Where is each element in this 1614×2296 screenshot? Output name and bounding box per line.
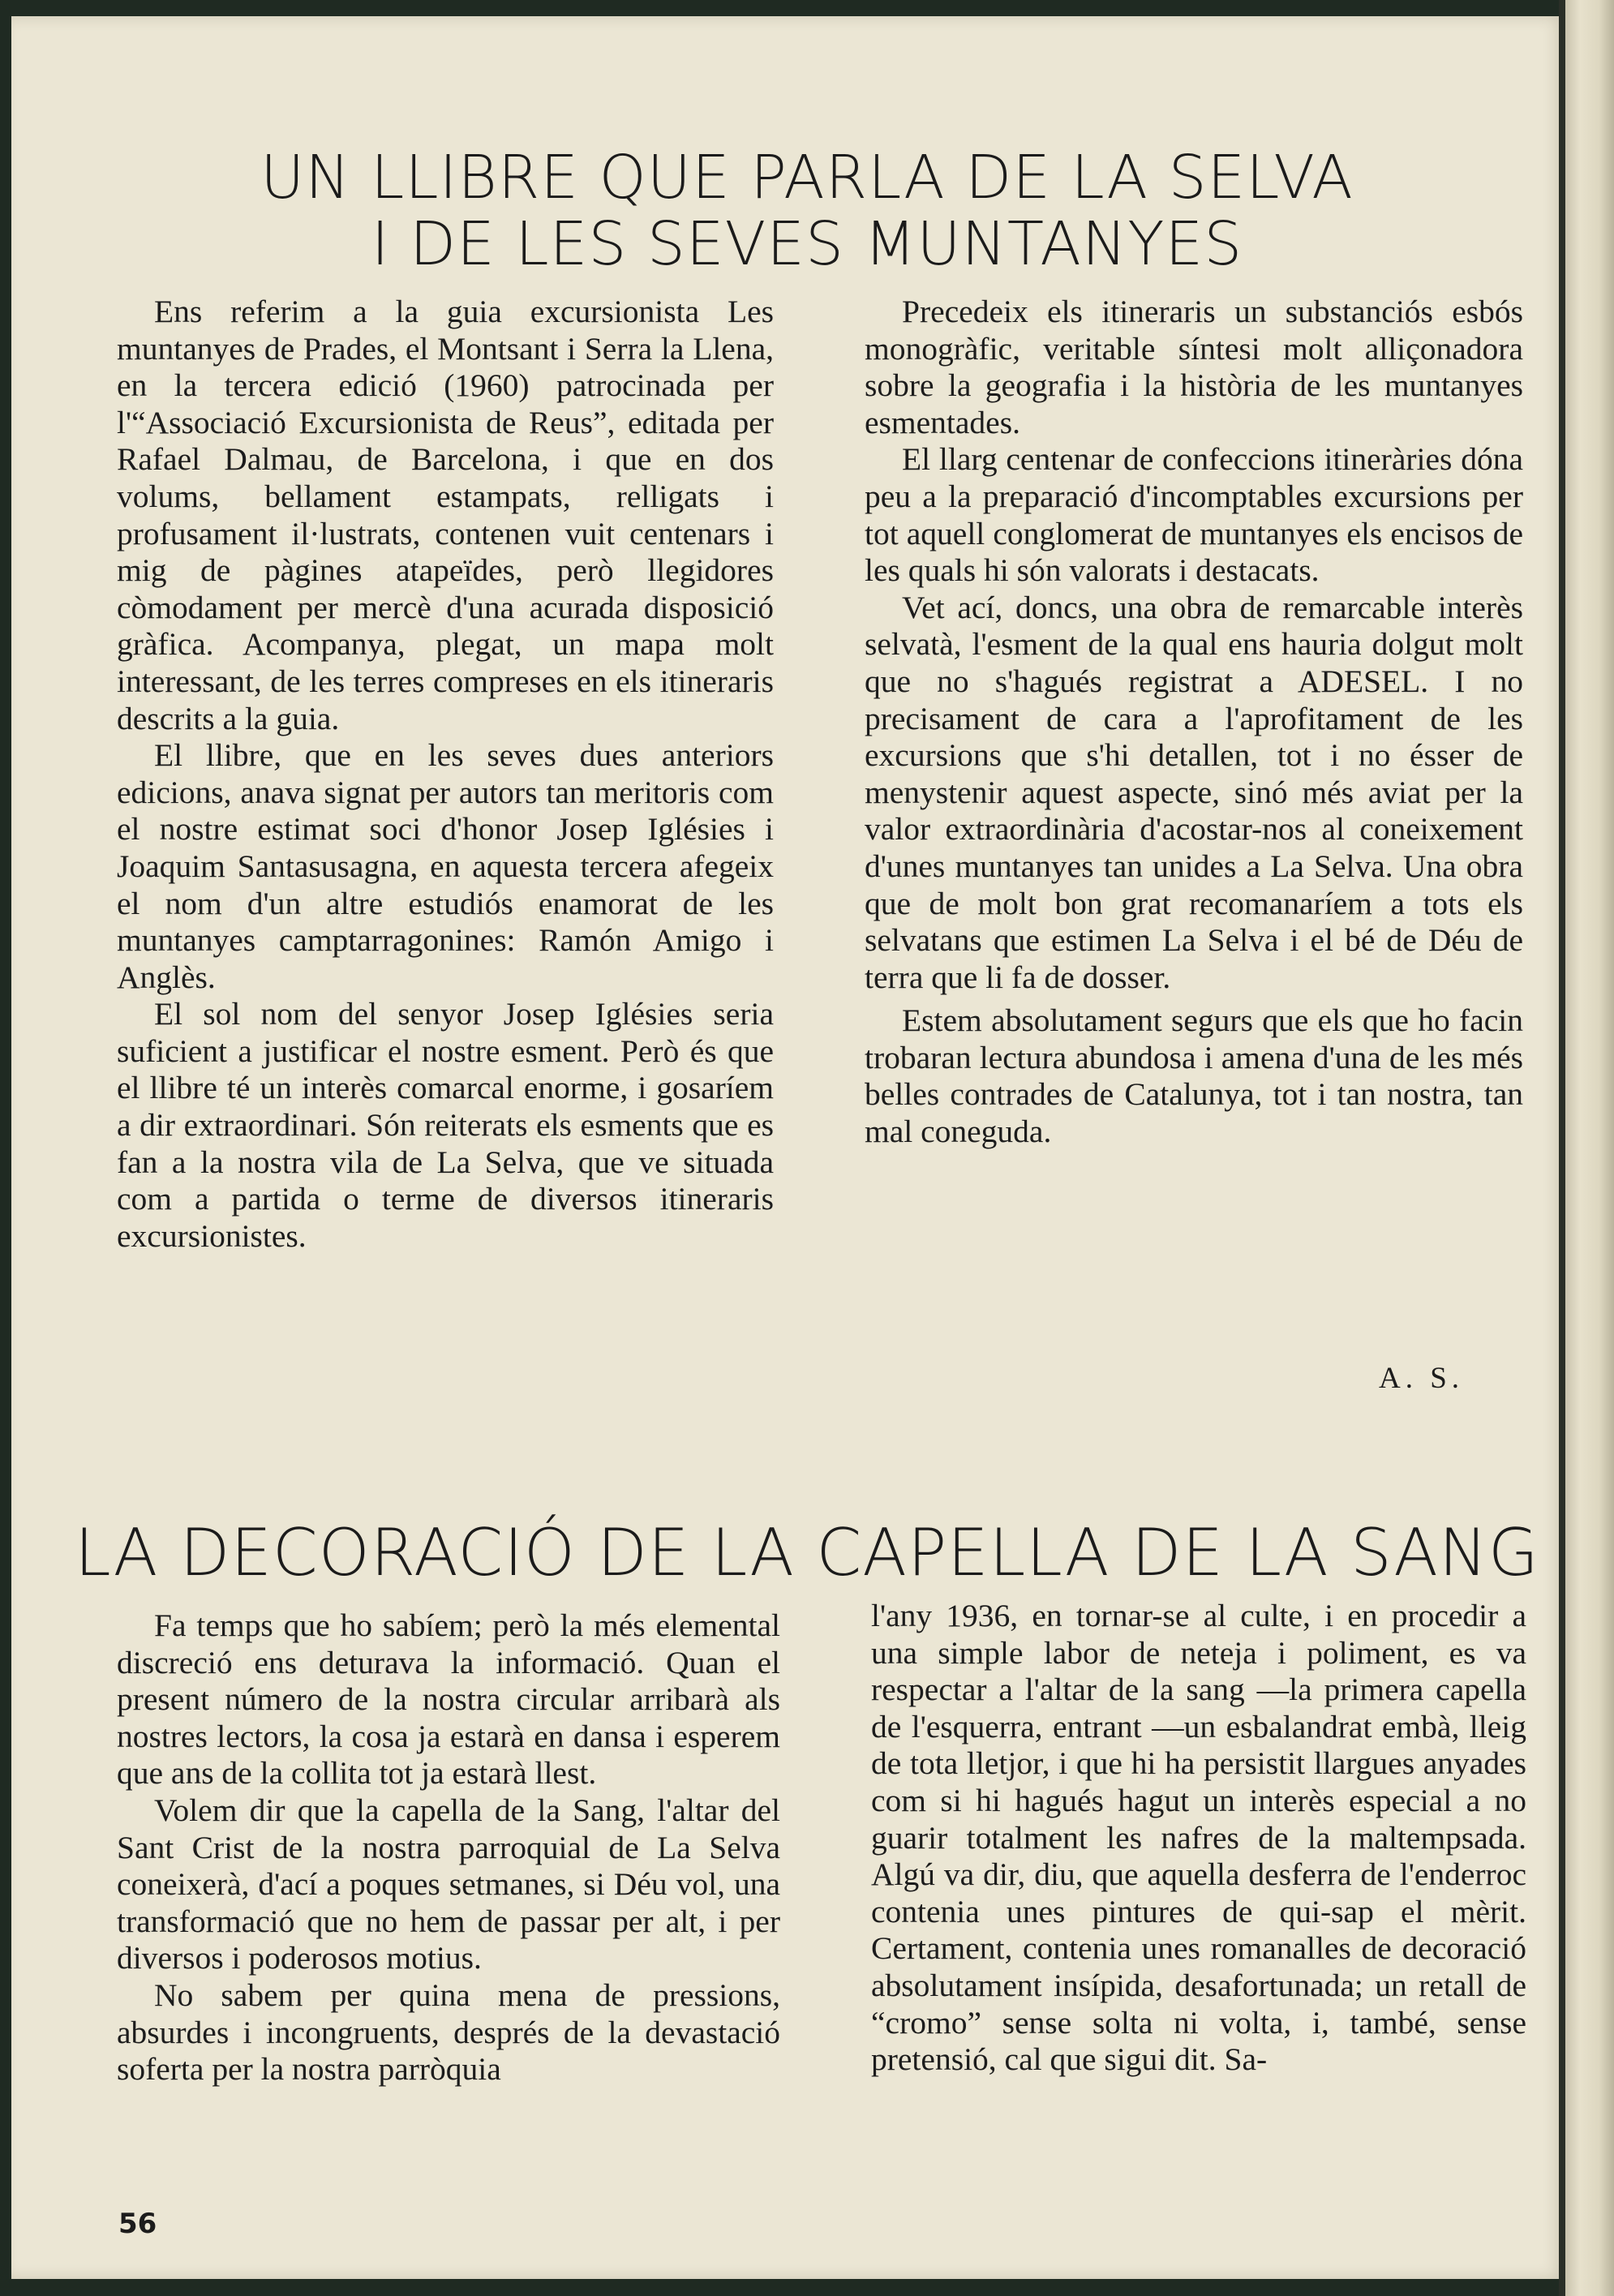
article2-right-column [871,1598,1526,2079]
page-number: 56 [118,2208,157,2240]
article1-right-column [865,294,1523,1151]
book-spine [1565,0,1614,2296]
paragraph: El llarg centenar de confeccions itineràries dóna peu a la preparació d'incomptables excursions per tot aquell conglomerat de muntanyes els encisos de les quals hi són valorats i destacats. [865,441,1523,589]
paragraph: l'any 1936, en tornar-se al culte, i en procedir a una simple labor de neteja i poliment, es va respectar a l'altar de la sang —la primera capella de l'esquerra, entrant —un esbalandrat embà, lleig de tota lletjor, i que hi ha persistit llargues anyades com si hi hagués hagut un interès especial a no guarir totalment les nafres de la maltempsada. Algú va dir, diu, que aquella desferra de l'enderroc contenia unes pintures de qui-sap el mèrit. Certament, contenia unes romanalles de decoració absolutament insípida, desafortunada; un retall de “cromo” sense solta ni volta, i, també, sense pretensió, cal que sigui dit. Sa- [871,1598,1526,2078]
paragraph: Volem dir que la capella de la Sang, l'altar del Sant Crist de la nostra parroquial de La Selva coneixerà, d'ací a poques setmanes, si Déu vol, una transformació que no hem de passar per alt, i per diversos i poderosos motius. [117,1792,780,1976]
article1-signature: A. S. [1379,1362,1465,1395]
article2-left-column [117,1607,780,2088]
paragraph: Estem absolutament segurs que els que ho facin trobaran lectura abundosa i amena d'una de les més belles contrades de Catalunya, tot i tan nostra, tan mal coneguda. [865,1002,1523,1150]
paragraph: Precedeix els itineraris un substanciós esbós monogràfic, veritable síntesi molt alliçonadora sobre la geografia i la història de les muntanyes esmentades. [865,294,1523,440]
paragraph: Vet ací, doncs, una obra de remarcable interès selvatà, l'esment de la qual ens hauria dolgut molt que no s'hagués registrat a ADESEL. I no precisament de cara a l'aprofitament de les excursions que s'hi detallen, tot i no ésser de menystenir aquest aspecte, sinó més aviat per la valor extraordinària d'acostar-nos al coneixement d'unes muntanyes tan unides a La Selva. Una obra que de molt bon grat recomanaríem a tots els selvatans que estimen La Selva i el bé de Déu de terra que li fa de dosser. [865,589,1523,995]
paragraph: El sol nom del senyor Josep Iglésies seria suficient a justificar el nostre esment. Però és que el llibre té un interès comarcal enorme, i gosaríem a dir extraordinari. Són reiterats els esments que es fan a la nostra vila de La Selva, que ve situada com a partida o terme de diversos itineraris excursionistes. [117,996,774,1254]
paragraph: No sabem per quina mena de pressions, absurdes i incongruents, després de la devastació soferta per la nostra parròquia [117,1976,780,2088]
article2-title: LA DECORACIÓ DE LA CAPELLA DE LA SANG [75,1515,1539,1590]
article1-title-line1: UN LLIBRE QUE PARLA DE LA SELVA [260,143,1354,212]
paragraph: Ens referim a la guia excursionista Les muntanyes de Prades, el Montsant i Serra la Llena, en la tercera edició (1960) patrocinada per l'“Associació Excursionista de Reus”, editada per Rafael Dalmau, de Barcelona, i que en dos volums, bellament estampats, relligats i profusament il·lustrats, contenen vuit centenars i mig de pàgines atapeïdes, però llegidores còmodament per mercè d'una acurada disposició gràfica. Acompanya, plegat, un mapa molt interessant, de les terres compreses en els itineraris descrits a la guia. [117,294,774,736]
paragraph: Fa temps que ho sabíem; però la més elemental discreció ens deturava la informació. Quan el present número de la nostra circular arribarà als nostres lectors, la cosa ja estarà en dansa i esperem que ans de la collita tot ja estarà llest. [117,1607,780,1792]
article1-left-column [117,294,774,1255]
article1-title-line2: I DE LES SEVES MUNTANYES [371,209,1243,279]
paragraph: El llibre, que en les seves dues anteriors edicions, anava signat per autors tan meritoris com el nostre estimat soci d'honor Josep Iglésies i Joaquim Santasusagna, en aquesta tercera afegeix el nom d'un altre estudiós enamorat de les muntanyes camptarragonines: Ramón Amigo i Anglès. [117,737,774,995]
